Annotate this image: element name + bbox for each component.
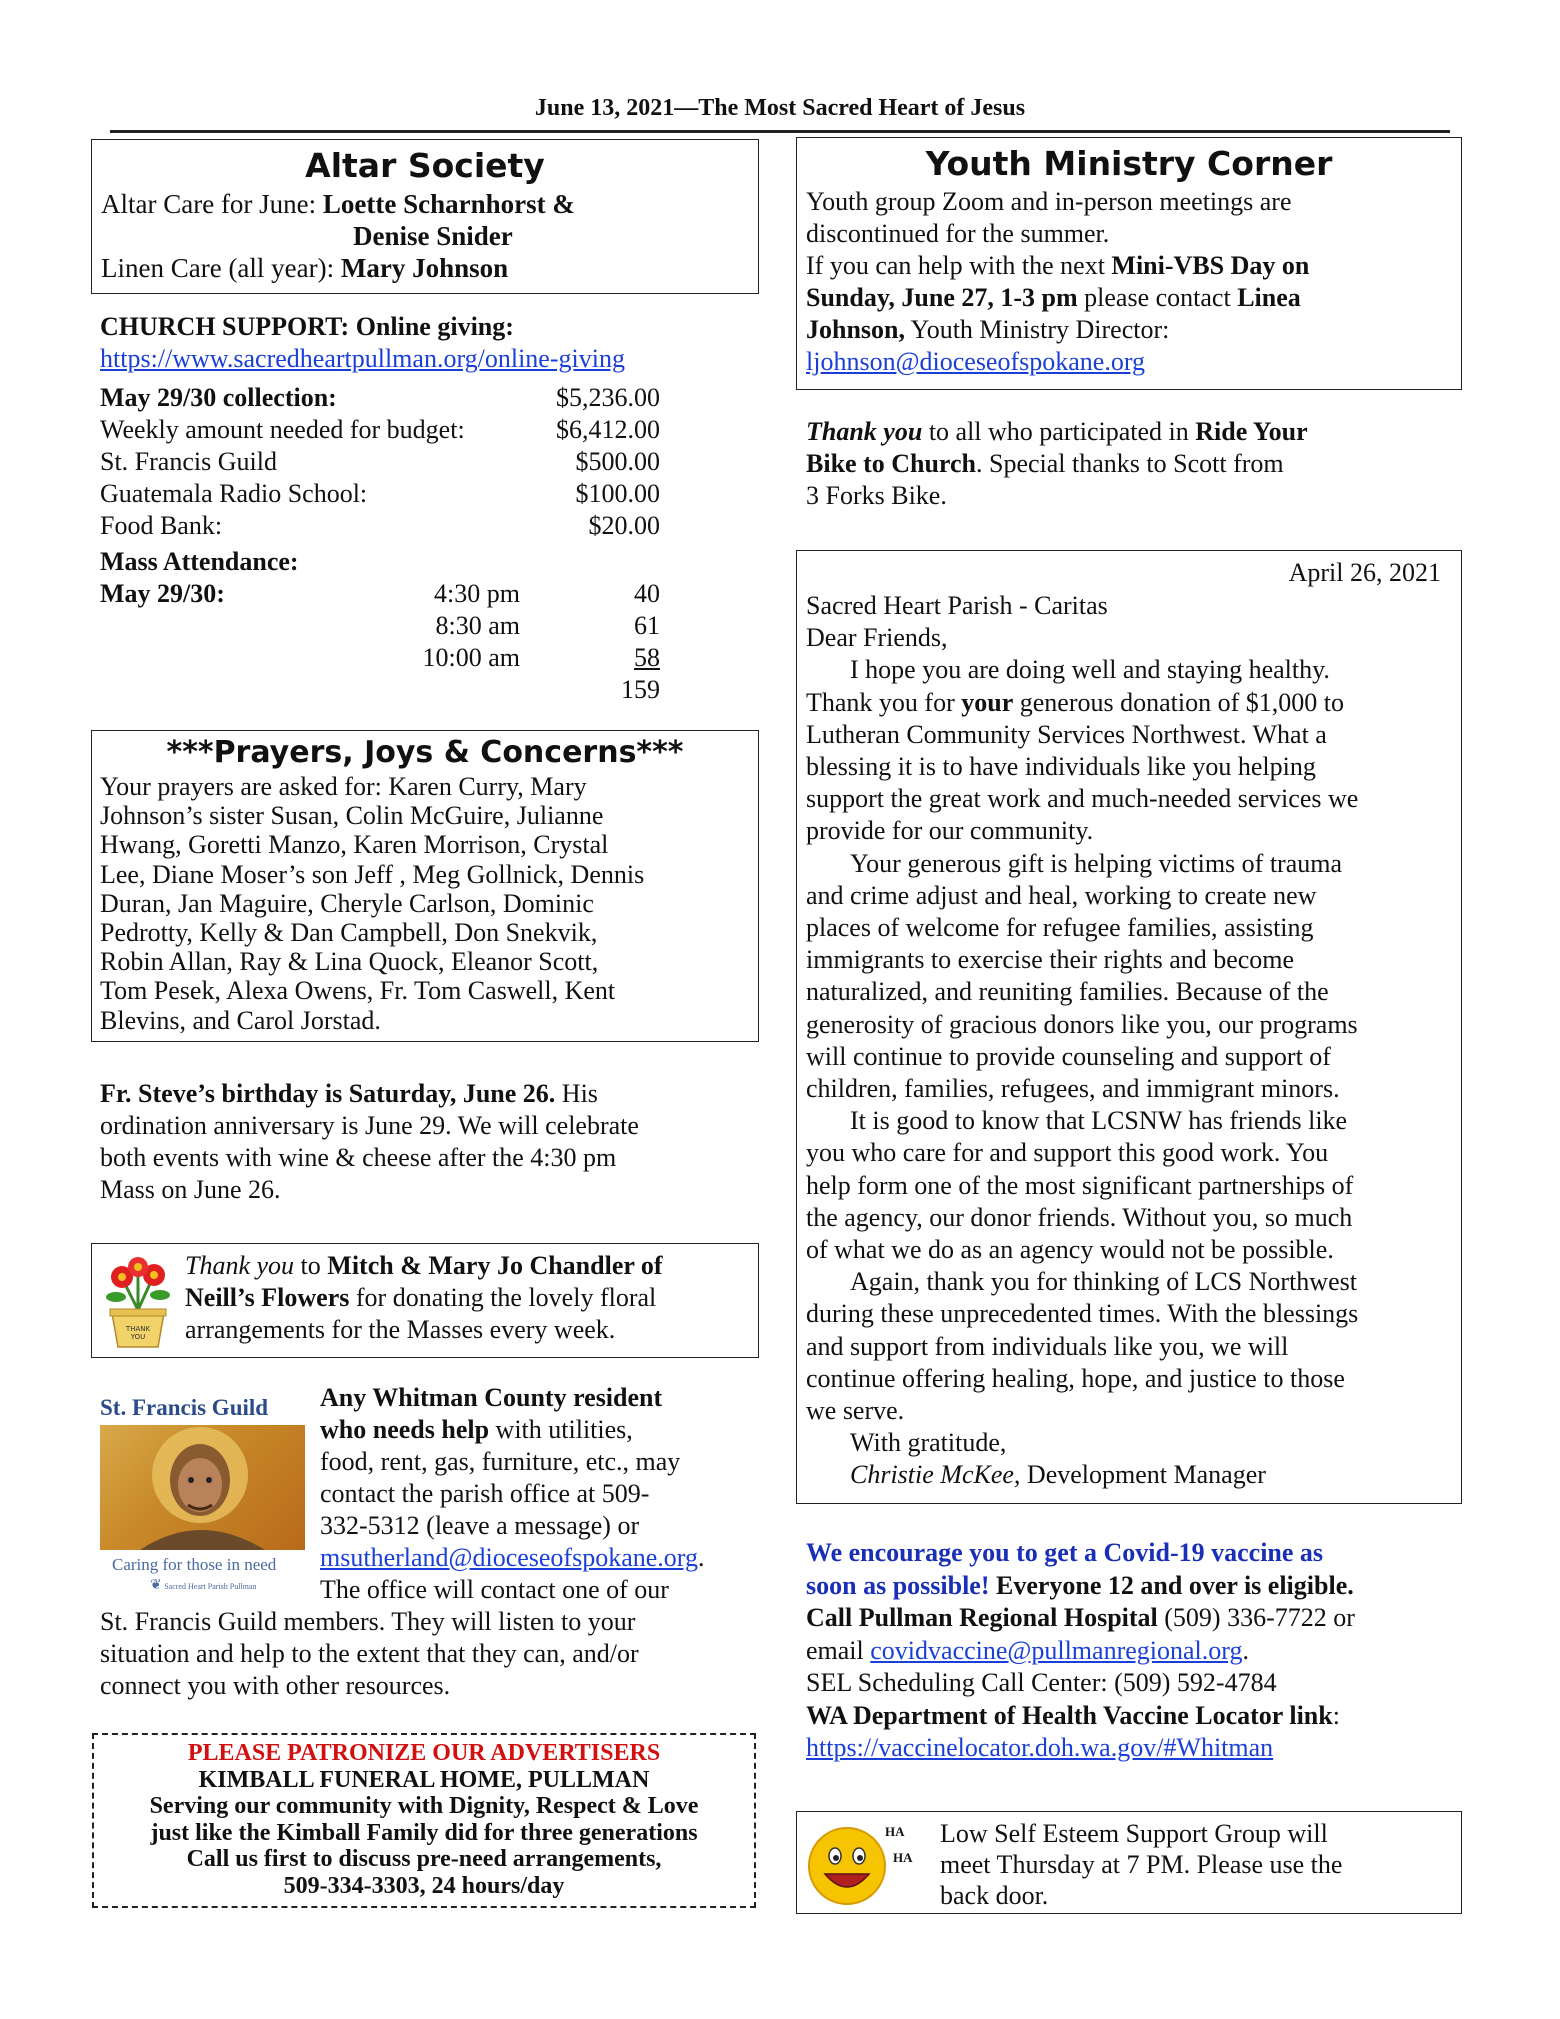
linen-care-line: Linen Care (all year): Mary Johnson: [101, 253, 509, 283]
guild-text-full: St. Francis Guild members. They will listen to your situation and help to the extent that they can, and/or connect you with other resources.: [100, 1607, 639, 1700]
youth-email-link[interactable]: ljohnson@dioceseofspokane.org: [806, 347, 1146, 376]
ha-label: HA: [893, 1850, 913, 1865]
altar-care-names: Loette Scharnhorst &: [322, 189, 575, 219]
youth-ministry-text: Youth group Zoom and in-person meetings are discontinued for the summer. If you can help with the next Mini-VBS Day on Sunday, June 27, 1-3 pm please contact Linea Johnson, Youth Ministry Director: ljohnson@dioceseofspokane.org: [806, 187, 1310, 376]
guild-text: Any Whitman County resident who needs help with utilities, food, rent, gas, furniture, etc., may contact the parish office at 509- 332-5312 (leave a message) or msutherland@dioceseofspokane.org. The office will contact one of our: [320, 1383, 705, 1604]
support-row: St. Francis Guild: [100, 447, 277, 476]
esteem-text: Low Self Esteem Support Group will meet Thursday at 7 PM. Please use the back door.: [940, 1819, 1343, 1910]
ad-title: PLEASE PATRONIZE OUR ADVERTISERS: [187, 1740, 661, 1766]
st-francis-image: [100, 1425, 305, 1550]
pot-label: THANK YOU: [125, 1325, 151, 1341]
letter-date: April 26, 2021: [1288, 558, 1441, 587]
attendance-count: 40: [634, 579, 660, 608]
support-row: Guatemala Radio School:: [100, 479, 368, 508]
attendance-date: May 29/30:: [100, 579, 225, 608]
support-value: $5,236.00: [556, 383, 660, 412]
support-value: $500.00: [575, 447, 660, 476]
support-value: $20.00: [588, 511, 660, 540]
support-value: $6,412.00: [556, 415, 660, 444]
attendance-total: 159: [621, 675, 660, 704]
support-row: Weekly amount needed for budget:: [100, 415, 465, 444]
flowers-thanks-text: Thank you to Mitch & Mary Jo Chandler of Neill’s Flowers for donating the lovely floral arrangements for the Masses every week.: [185, 1251, 663, 1344]
guild-caption-title: St. Francis Guild: [100, 1395, 269, 1420]
support-row: Food Bank:: [100, 511, 223, 540]
attendance-count: 61: [634, 611, 660, 640]
attendance-time: 4:30 pm: [434, 579, 520, 608]
support-value: $100.00: [575, 479, 660, 508]
altar-care-line: Altar Care for June: Loette Scharnhorst &: [101, 189, 575, 219]
parish-logo-icon: ❦ Sacred Heart Parish Pullman: [150, 1578, 257, 1593]
guild-caption-sub: Caring for those in need: [112, 1555, 277, 1574]
ad-content: PLEASE PATRONIZE OUR ADVERTISERS KIMBALL FUNERAL HOME, PULLMAN Serving our community with Dignity, Respect & Love just like the Kimball Family did for three generations Call us first to discuss pre-need arrangements, 509-334-3303, 24 hours/day: [92, 1740, 756, 1899]
youth-ministry-title: Youth Ministry Corner: [925, 144, 1333, 183]
laughing-face-icon: [805, 1822, 925, 1907]
altar-society-title: Altar Society: [305, 146, 545, 185]
guild-email-link[interactable]: msutherland@dioceseofspokane.org: [320, 1543, 698, 1572]
vaccine-locator-link[interactable]: https://vaccinelocator.doh.wa.gov/#Whitman: [806, 1733, 1274, 1762]
attendance-count: 58: [634, 643, 660, 672]
vaccine-notice: We encourage you to get a Covid-19 vaccine as soon as possible! Everyone 12 and over is eligible. Call Pullman Regional Hospital (509) 336-7722 or email covidvaccine@pullmanregional.org. SEL Scheduling Call Center: (509) 592-4784 WA Department of Health Vaccine Locator link: https://vaccinelocator.doh.wa.gov/#Whitman: [806, 1537, 1355, 1765]
page-title: June 13, 2021—The Most Sacred Heart of Jesus: [534, 95, 1026, 121]
mass-attendance-heading: Mass Attendance:: [100, 547, 299, 576]
prayers-list: Your prayers are asked for: Karen Curry, Mary Johnson’s sister Susan, Colin McGuire, Julianne Hwang, Goretti Manzo, Karen Morrison, Crystal Lee, Diane Moser’s son Jeff , Meg Gollnick, Dennis Duran, Jan Maguire, Cheryle Carlson, Dominic Pedrotty, Kelly & Dan Campbell, Don Snekvik, Robin Allan, Ray & Lina Quock, Eleanor Scott, Tom Pesek, Alexa Owens, Fr. Tom Caswell, Kent Blevins, and Carol Jorstad.: [100, 772, 645, 1035]
ha-label: HA: [885, 1824, 905, 1839]
attendance-time: 10:00 am: [422, 643, 520, 672]
prayers-title: ***Prayers, Joys & Concerns***: [166, 735, 684, 770]
letter-body: Sacred Heart Parish - Caritas Dear Friends, I hope you are doing well and staying healthy. Thank you for your generous donation of $1,000 to Lutheran Community Services Northwest. What a blessing it is to have individuals like you helping support the great work and much-needed services we provide for our community. Your generous gift is helping victims of trauma and crime adjust and heal, working to create new places of welcome for refugee families, assisting immigrants to exercise their rights and become naturalized, and reuniting families. Because of the generosity of gracious donors like you, our programs will continue to provide counseling and support of children, families, refugees, and immigrant minors. It is good to know that LCSNW has friends like you who care for and support this good work. You help form one of the most significant partnerships of the agency, our donor friends. Without you, so much of what we do as an agency would not be possible. Again, thank you for thinking of LCS Northwest during these unprecedented times. With the blessings and support from individuals like you, we will continue offering healing, hope, and justice to those we serve. With gratitude, Christie McKee, Development Manager: [806, 591, 1359, 1490]
header-rule: [110, 130, 1450, 133]
support-row: May 29/30 collection:: [100, 383, 337, 412]
attendance-time: 8:30 am: [435, 611, 520, 640]
altar-care-names-2: Denise Snider: [353, 221, 513, 251]
guild-caption-tiny: Sacred Heart Parish Pullman: [164, 1582, 257, 1591]
vaccine-email-link[interactable]: covidvaccine@pullmanregional.org: [870, 1635, 1243, 1665]
birthday-notice: Fr. Steve’s birthday is Saturday, June 26. His ordination anniversary is June 29. We will celebrate both events with wine & cheese after the 4:30 pm Mass on June 26.: [100, 1079, 639, 1204]
online-giving-link[interactable]: https://www.sacredheartpullman.org/online-giving: [100, 344, 625, 373]
church-support-heading: CHURCH SUPPORT: Online giving:: [100, 312, 514, 341]
flower-pot-icon: [98, 1255, 178, 1350]
page-header: [110, 95, 1450, 122]
bike-thanks: Thank you to all who participated in Ride Your Bike to Church. Special thanks to Scott from 3 Forks Bike.: [806, 417, 1308, 510]
